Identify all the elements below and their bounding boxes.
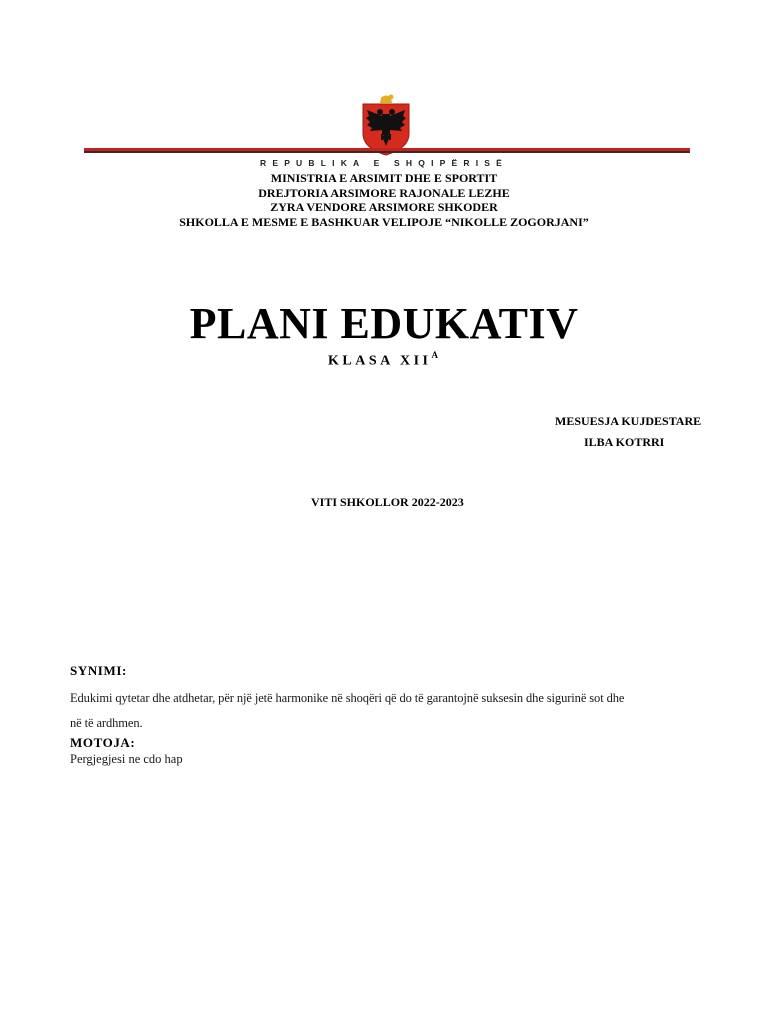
local-office-line: ZYRA VENDORE ARSIMORE SHKODER (270, 200, 498, 214)
synimi-line-2: në të ardhmen. (70, 716, 143, 730)
ministry-line: MINISTRIA E ARSIMIT DHE E SPORTIT (270, 171, 498, 185)
teacher-role: MESUESJA KUJDESTARE (555, 414, 702, 428)
class-section: A (431, 350, 438, 360)
header-rule-dark (84, 151, 690, 153)
republic-title: REPUBLIKA E SHQIPËRISË (259, 158, 509, 168)
motoja-text: Pergjegjesi ne cdo hap (70, 752, 183, 766)
teacher-name: ILBA KOTRRI (584, 435, 665, 449)
regional-directorate-line: DREJTORIA ARSIMORE RAJONALE LEZHE (258, 185, 510, 200)
school-name-line: SHKOLLA E MESME E BASHKUAR VELIPOJE “NIKOLLE ZOGORJANI” (179, 214, 589, 229)
synimi-paragraph (70, 686, 700, 736)
synimi-line-1: Edukimi qytetar dhe atdhetar, për një jetë harmonike në shoqëri që do të garantojnë suksesin dhe sigurinë sot dhe (70, 691, 625, 705)
class-label: KLASA XII (328, 353, 432, 369)
albanian-coat-of-arms-icon (361, 94, 411, 156)
synimi-heading: SYNIMI: (70, 663, 127, 678)
motoja-heading: MOTOJA: (70, 735, 136, 750)
school-year: VITI SHKOLLOR 2022-2023 (311, 495, 464, 509)
institution-header (0, 171, 768, 229)
class-subtitle (328, 351, 438, 370)
document-title: PLANI EDUKATIV (189, 299, 579, 348)
